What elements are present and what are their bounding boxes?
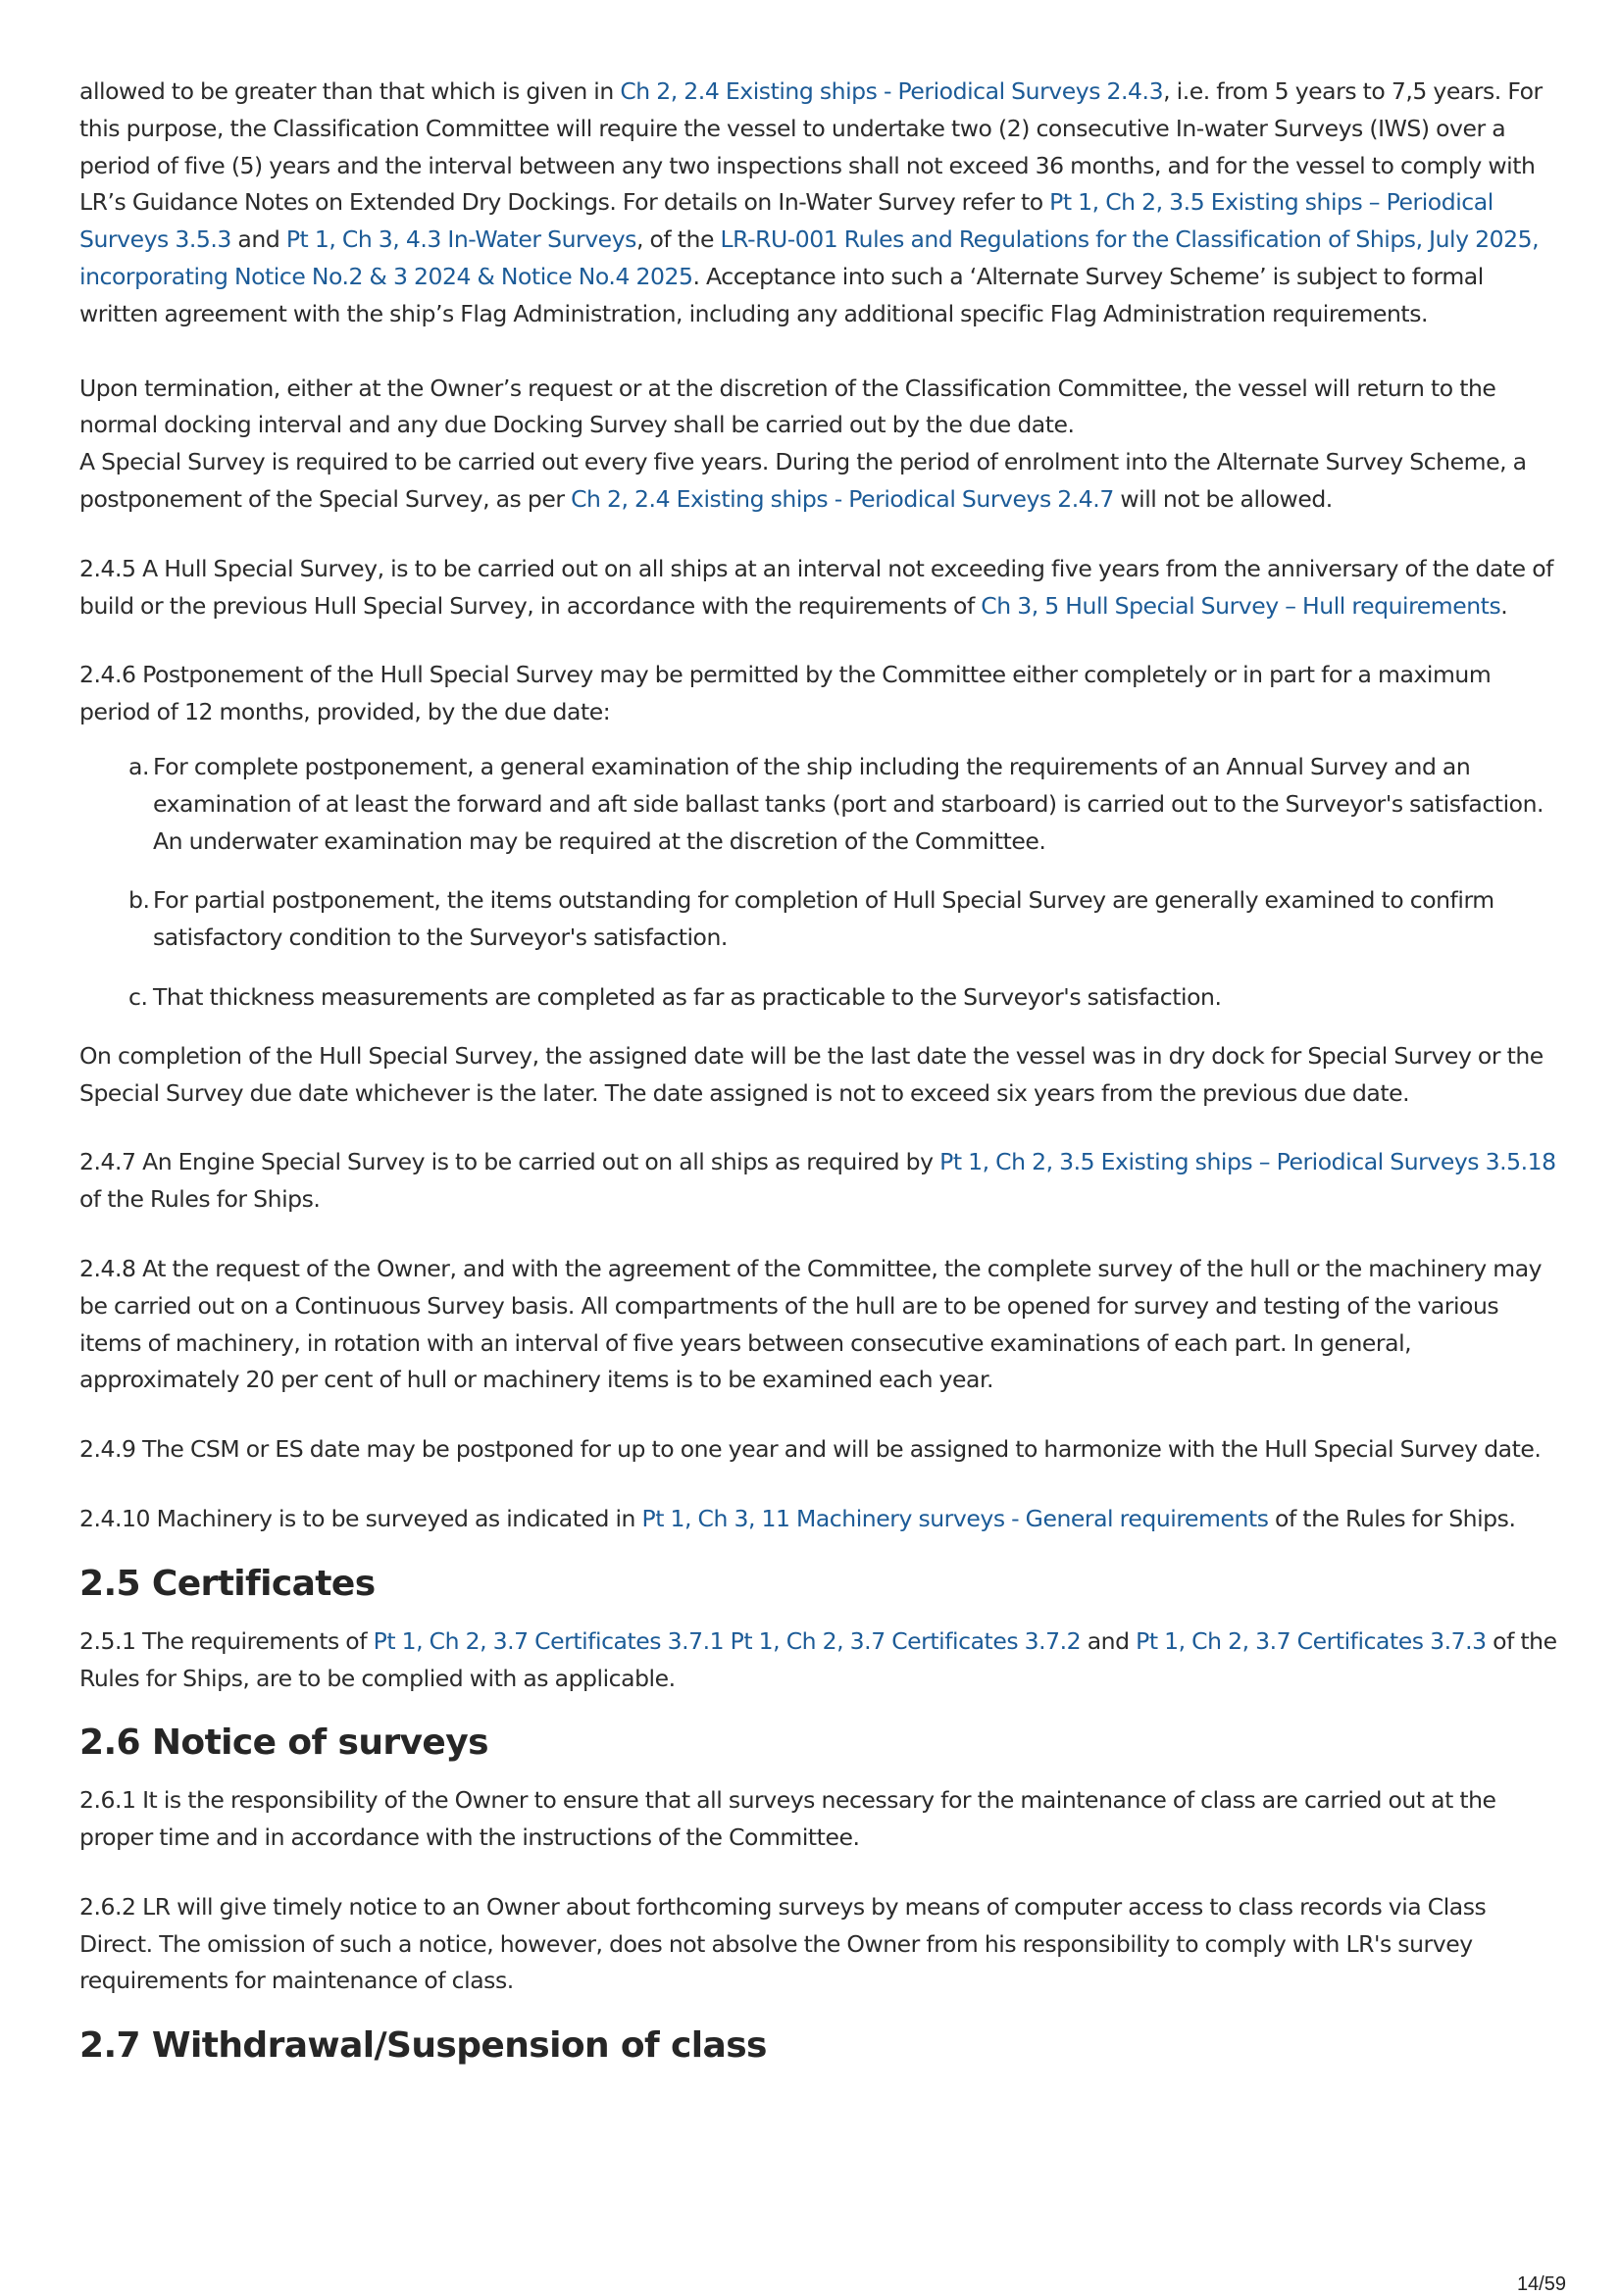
link-ch3-5-hull-special-survey[interactable]: Ch 3, 5 Hull Special Survey – Hull requirements xyxy=(981,591,1501,620)
paragraph-2-6-2: 2.6.2 LR will give timely notice to an Owner about forthcoming surveys by means of computer access to class records via Class Direct. The omission of such a notice, however, does not absolve the Owner from his responsibility to comply with LR's survey requirements for maintenance of class. xyxy=(79,1892,1487,1995)
page-number: 14/59 xyxy=(1516,2273,1566,2295)
list-item: a. For complete postponement, a general examination of the ship including the requirements of an Annual Survey and an examination of at least the forward and aft side ballast tanks (port and starboard) is carried out to the Surveyor's satisfaction. An underwater examination may be required at the discretion of the Committee. xyxy=(128,752,1544,855)
link-certificates-3-7-1[interactable]: Pt 1, Ch 2, 3.7 Certificates 3.7.1 xyxy=(373,1626,725,1655)
document-body xyxy=(79,74,1558,2070)
list-item: c. That thickness measurements are completed as far as practicable to the Surveyor's satisfaction. xyxy=(128,982,1222,1011)
paragraph-2-4-10: 2.4.10 Machinery is to be surveyed as indicated in Pt 1, Ch 3, 11 Machinery surveys - General requirements of the Rules for Ships. xyxy=(79,1504,1516,1532)
paragraph-2-4-7: 2.4.7 An Engine Special Survey is to be carried out on all ships as required by Pt 1, Ch 2, 3.5 Existing ships – Periodical Surveys 3.5.18 of the Rules for Ships. xyxy=(79,1148,1556,1214)
link-ch2-2-4-3[interactable]: Ch 2, 2.4 Existing ships - Periodical Surveys 2.4.3 xyxy=(620,77,1164,105)
heading-2-7-withdrawal-suspension: 2.7 Withdrawal/Suspension of class xyxy=(79,2025,767,2067)
link-certificates-3-7-2[interactable]: Pt 1, Ch 2, 3.7 Certificates 3.7.2 xyxy=(730,1626,1082,1655)
paragraph-completion-hull-special-survey: On completion of the Hull Special Survey, the assigned date will be the last date the vessel was in dry dock for Special Survey or the Special Survey due date whichever is the later. The date assigned is not to exceed six years from the previous due date. xyxy=(79,1041,1544,1107)
link-pt1-ch2-3-5-18[interactable]: Pt 1, Ch 2, 3.5 Existing ships – Periodical Surveys 3.5.18 xyxy=(939,1148,1556,1176)
link-pt1-ch2-3-5-3[interactable]: Pt 1, Ch 2, 3.5 Existing ships – Periodical Surveys 3.5.3 xyxy=(79,188,1493,254)
link-certificates-3-7-3[interactable]: Pt 1, Ch 2, 3.7 Certificates 3.7.3 xyxy=(1136,1626,1487,1655)
link-ch2-2-4-7[interactable]: Ch 2, 2.4 Existing ships - Periodical Surveys 2.4.7 xyxy=(571,484,1114,513)
heading-2-6-notice-of-surveys: 2.6 Notice of surveys xyxy=(79,1722,488,1764)
paragraph-termination: Upon termination, either at the Owner’s request or at the discretion of the Classification Committee, the vessel will return to the normal docking interval and any due Docking Survey shall be carried out by the due date. xyxy=(79,374,1496,439)
paragraph-special-survey-five-years: A Special Survey is required to be carried out every five years. During the period of enrolment into the Alternate Survey Scheme, a postponement of the Special Survey, as per Ch 2, 2.4 Existing ships - Periodical Surveys 2.4.7 will not be allowed. xyxy=(79,448,1527,513)
paragraph-2-5-1: 2.5.1 The requirements of Pt 1, Ch 2, 3.7 Certificates 3.7.1 Pt 1, Ch 2, 3.7 Certificates 3.7.2 and Pt 1, Ch 2, 3.7 Certificates 3.7.3 of the Rules for Ships, are to be complied with as applicable. xyxy=(79,1626,1557,1692)
list-item: b. For partial postponement, the items outstanding for completion of Hull Special Survey are generally examined to confirm satisfactory condition to the Surveyor's satisfaction. xyxy=(128,886,1494,952)
link-pt1-ch3-11-machinery[interactable]: Pt 1, Ch 3, 11 Machinery surveys - General requirements xyxy=(641,1504,1269,1532)
paragraph-2-4-5: 2.4.5 A Hull Special Survey, is to be carried out on all ships at an interval not exceeding five years from the anniversary of the date of build or the previous Hull Special Survey, in accordance with the requirements of Ch 3, 5 Hull Special Survey – Hull requirements. xyxy=(79,554,1553,620)
paragraph-2-6-1: 2.6.1 It is the responsibility of the Owner to ensure that all surveys necessary for the maintenance of class are carried out at the proper time and in accordance with the instructions of the Committee. xyxy=(79,1786,1496,1852)
postponement-conditions-list xyxy=(79,749,1558,1017)
link-pt1-ch3-4-3[interactable]: Pt 1, Ch 3, 4.3 In-Water Surveys xyxy=(285,225,636,254)
link-lr-ru-001-rules[interactable]: LR-RU-001 Rules and Regulations for the Classification of Ships, July 2025, incorporating Notice No.2 & 3 2024 & Notice No.4 2025 xyxy=(79,225,1540,290)
paragraph-alternate-survey-scheme: allowed to be greater than that which is given in Ch 2, 2.4 Existing ships - Periodical Surveys 2.4.3, i.e. from 5 years to 7,5 years. For this purpose, the Classification Committee will require the vessel to undertake two (2) consecutive In-water Surveys (IWS) over a period of five (5) years and the interval between any two inspections shall not exceed 36 months, and for the vessel to comply with LR’s Guidance Notes on Extended Dry Dockings. For details on In-Water Survey refer to Pt 1, Ch 2, 3.5 Existing ships – Periodical Surveys 3.5.3 and Pt 1, Ch 3, 4.3 In-Water Surveys, of the LR-RU-001 Rules and Regulations for the Classification of Ships, July 2025, incorporating Notice No.2 & 3 2024 & Notice No.4 2025. Acceptance into such a ‘Alternate Survey Scheme’ is subject to formal written agreement with the ship’s Flag Administration, including any additional specific Flag Administration requirements. xyxy=(79,77,1543,327)
paragraph-2-4-6: 2.4.6 Postponement of the Hull Special Survey may be permitted by the Committee either completely or in part for a maximum period of 12 months, provided, by the due date: xyxy=(79,661,1492,726)
heading-2-5-certificates: 2.5 Certificates xyxy=(79,1563,376,1604)
paragraph-2-4-8: 2.4.8 At the request of the Owner, and with the agreement of the Committee, the complete survey of the hull or the machinery may be carried out on a Continuous Survey basis. All compartments of the hull are to be opened for survey and testing of the various items of machinery, in rotation with an interval of five years between consecutive examinations of each part. In general, approximately 20 per cent of hull or machinery items is to be examined each year. xyxy=(79,1254,1543,1394)
paragraph-2-4-9: 2.4.9 The CSM or ES date may be postponed for up to one year and will be assigned to harmonize with the Hull Special Survey date. xyxy=(79,1435,1542,1464)
